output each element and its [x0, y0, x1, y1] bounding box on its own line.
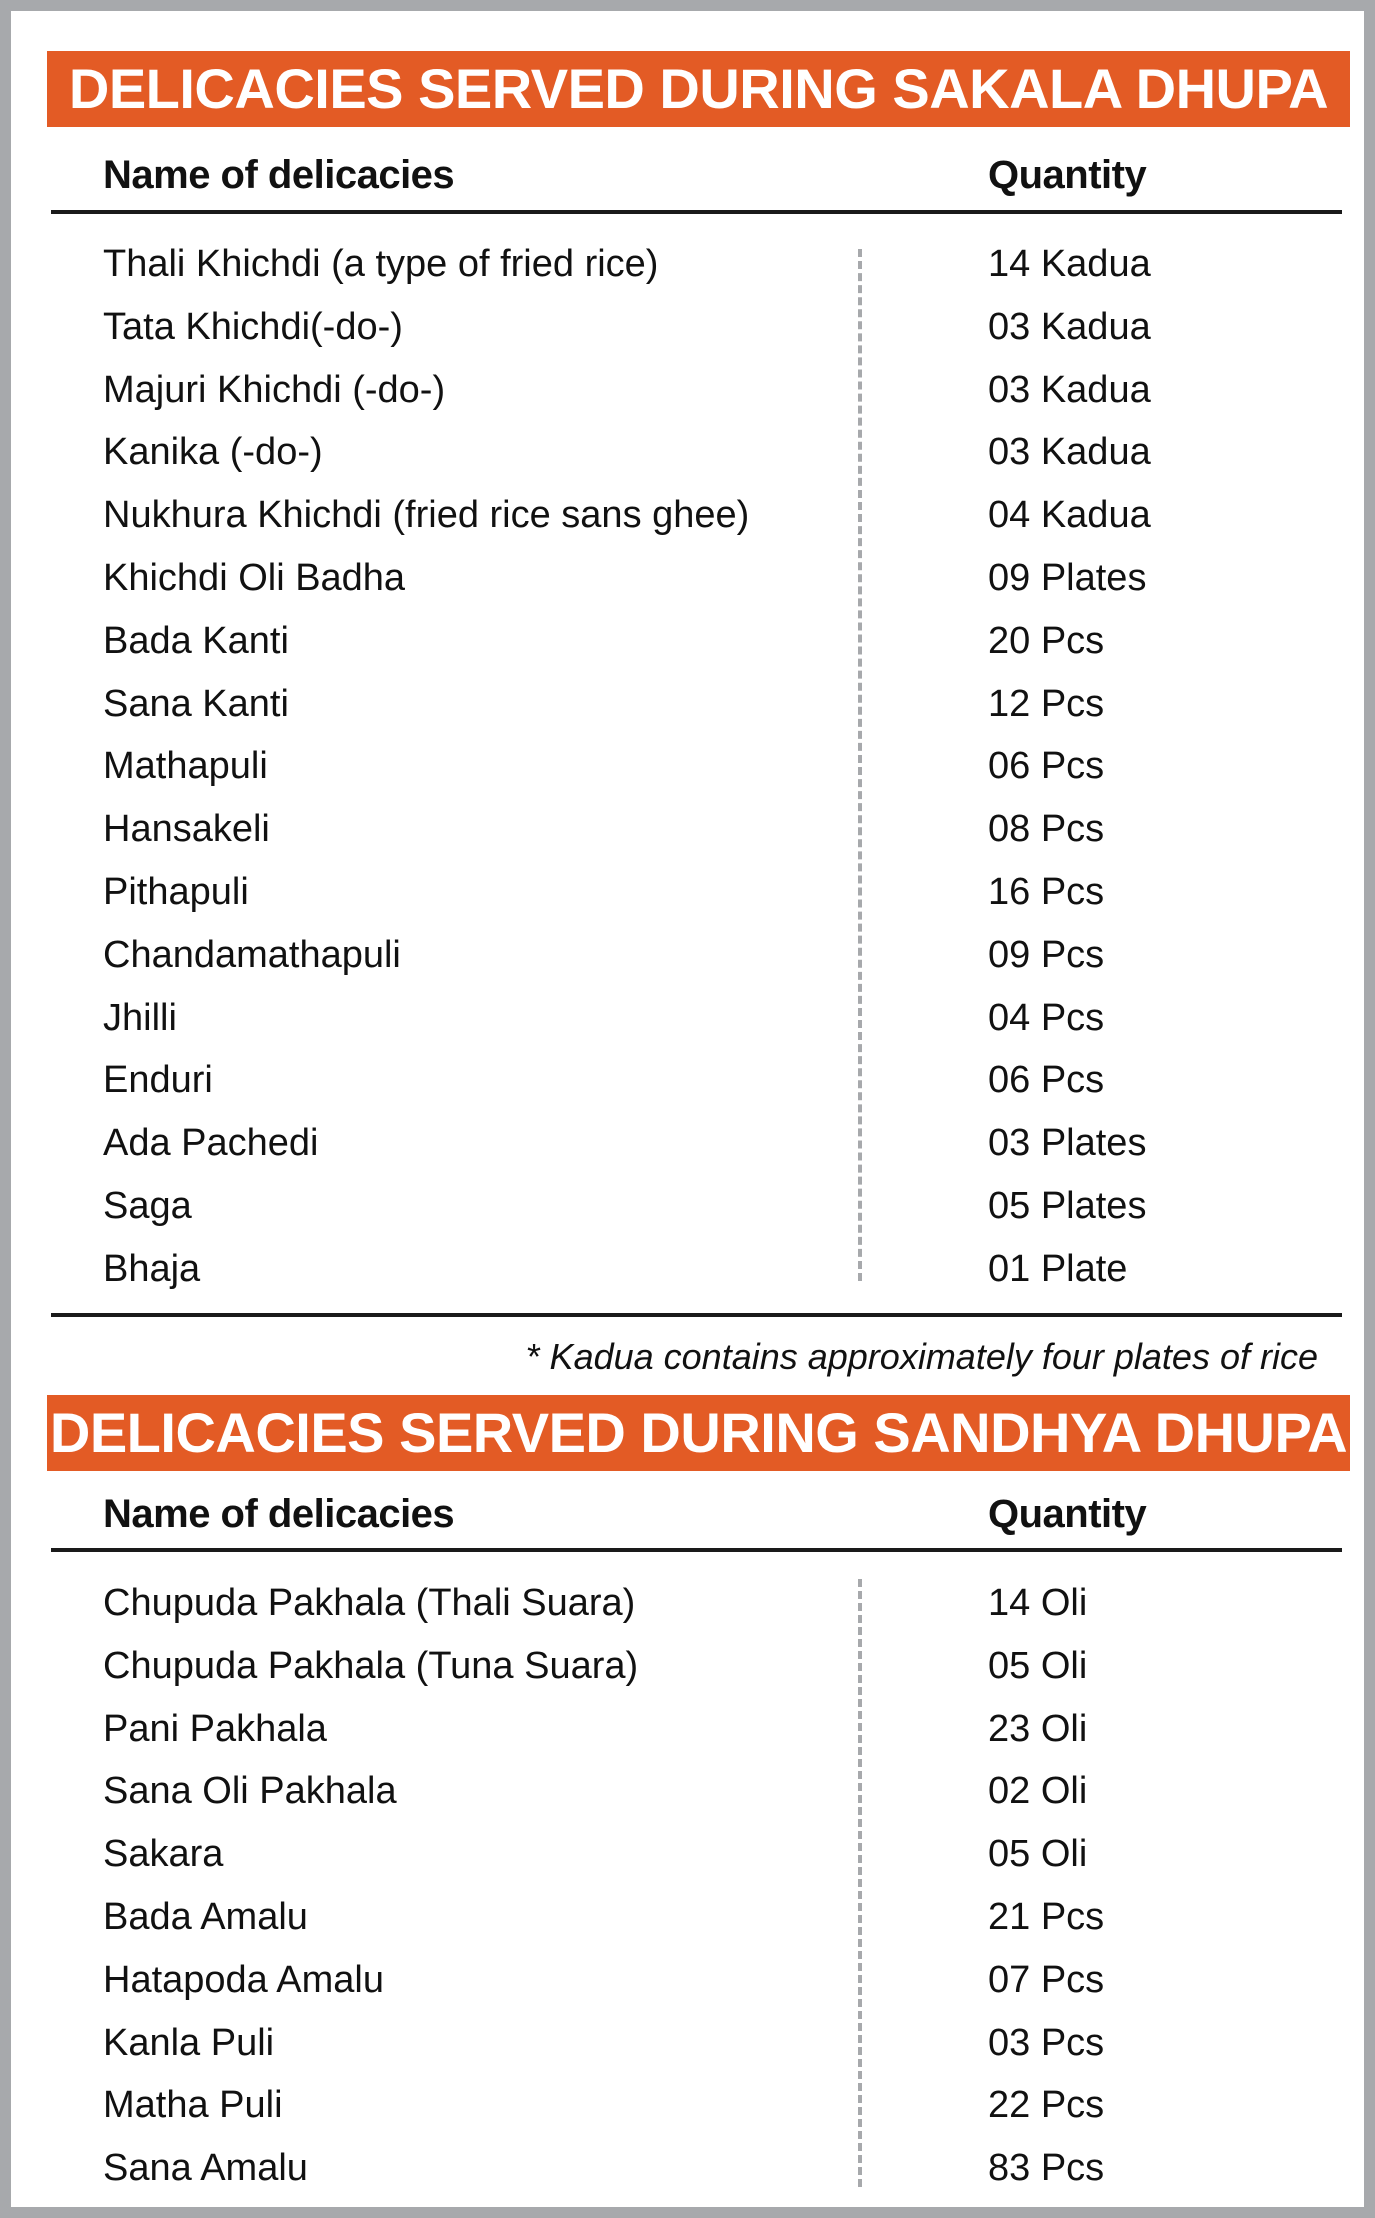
delicacy-quantity: 03 Kadua [988, 431, 1151, 474]
delicacy-quantity: 21 Pcs [988, 1895, 1105, 1938]
table-row [11, 1238, 1375, 1301]
delicacy-name: Sana Amalu [103, 2147, 308, 2190]
delicacy-name: Sana Kanti [103, 682, 289, 725]
table-row [11, 1698, 1375, 1761]
header-rule [51, 210, 1342, 214]
delicacy-quantity: 83 Pcs [988, 2147, 1105, 2190]
delicacy-name: Hansakeli [103, 808, 270, 851]
column-header-quantity: Quantity [988, 1492, 1147, 1536]
table-row [11, 1886, 1375, 1949]
delicacy-name: Hatapoda Amalu [103, 1958, 384, 2001]
delicacy-quantity: 14 Oli [988, 1582, 1088, 1624]
footnote: * Kadua contains approximately four plates of rice [525, 1336, 1318, 1377]
delicacy-quantity: 09 Plates [988, 556, 1147, 599]
column-header-quantity: Quantity [988, 153, 1147, 197]
delicacy-quantity: 05 Plates [988, 1184, 1147, 1227]
table-row [11, 987, 1375, 1050]
section-end-rule [51, 1313, 1342, 1317]
delicacy-name: Majuri Khichdi (-do-) [103, 368, 446, 411]
column-header-name: Name of delicacies [103, 153, 455, 197]
section-title-sandhya: DELICACIES SERVED DURING SANDHYA DHUPA [47, 1395, 1350, 1471]
table-row [11, 296, 1375, 359]
delicacy-name: Bada Kanti [103, 619, 289, 662]
delicacy-name: Chandamathapuli [103, 933, 401, 976]
section-title-sakala: DELICACIES SERVED DURING SAKALA DHUPA [47, 51, 1350, 127]
table-row [11, 1572, 1375, 1635]
delicacy-name: Matha Puli [103, 2084, 283, 2127]
delicacy-name: Chupuda Pakhala (Tuna Suara) [103, 1644, 639, 1687]
delicacy-quantity: 07 Pcs [988, 1958, 1105, 2001]
delicacy-quantity: 23 Oli [988, 1707, 1088, 1750]
delicacy-name: Sana Oli Pakhala [103, 1770, 397, 1813]
delicacy-name: Tata Khichdi(-do-) [103, 305, 403, 348]
table-row [11, 359, 1375, 422]
delicacy-quantity: 09 Pcs [988, 933, 1105, 976]
delicacy-quantity: 03 Pcs [988, 2021, 1105, 2064]
table-row [11, 673, 1375, 736]
delicacy-quantity: 03 Kadua [988, 368, 1151, 411]
delicacy-quantity: 03 Kadua [988, 305, 1151, 348]
delicacy-name: Nukhura Khichdi (fried rice sans ghee) [103, 494, 750, 537]
delicacy-quantity: 05 Oli [988, 1833, 1088, 1876]
delicacy-quantity: 01 Plate [988, 1247, 1128, 1290]
table-row [11, 924, 1375, 987]
delicacy-quantity: 22 Pcs [988, 2084, 1105, 2127]
delicacy-quantity: 03 Plates [988, 1122, 1147, 1165]
table-row [11, 1823, 1375, 1886]
table-row [11, 798, 1375, 861]
delicacy-name: Pani Pakhala [103, 1707, 327, 1750]
delicacy-quantity: 20 Pcs [988, 619, 1105, 662]
header-rule [51, 1548, 1342, 1552]
table-row [11, 233, 1375, 296]
table-row [11, 1112, 1375, 1175]
delicacy-name: Kanika (-do-) [103, 431, 323, 474]
table-row [11, 1049, 1375, 1112]
column-header-name: Name of delicacies [103, 1492, 455, 1536]
delicacy-name: Khichdi Oli Badha [103, 556, 406, 599]
delicacy-quantity: 16 Pcs [988, 870, 1105, 913]
delicacy-name: Jhilli [103, 996, 177, 1039]
delicacy-name: Enduri [103, 1059, 213, 1102]
delicacy-quantity: 14 Kadua [988, 243, 1151, 285]
table-row [11, 735, 1375, 798]
table-row [11, 2012, 1375, 2075]
delicacy-name: Mathapuli [103, 745, 268, 788]
table-row [11, 610, 1375, 673]
table-row [11, 2137, 1375, 2200]
table-row [11, 1760, 1375, 1823]
delicacy-name: Ada Pachedi [103, 1122, 319, 1165]
delicacy-name: Saga [103, 1184, 192, 1227]
delicacy-name: Sakara [103, 1833, 224, 1876]
delicacy-quantity: 06 Pcs [988, 1059, 1105, 1102]
delicacy-name: Kanla Puli [103, 2021, 275, 2064]
table-row [11, 1635, 1375, 1698]
table-row [11, 861, 1375, 924]
delicacy-quantity: 08 Pcs [988, 808, 1105, 851]
delicacy-name: Pithapuli [103, 870, 249, 913]
sakala-rows [11, 233, 1375, 1301]
table-row [11, 421, 1375, 484]
delicacy-quantity: 02 Oli [988, 1770, 1088, 1813]
delicacy-name: Bhaja [103, 1247, 201, 1290]
delicacy-name: Chupuda Pakhala (Thali Suara) [103, 1582, 636, 1624]
delicacy-name: Bada Amalu [103, 1895, 308, 1938]
table-row [11, 484, 1375, 547]
table-row [11, 2074, 1375, 2137]
delicacy-name: Thali Khichdi (a type of fried rice) [103, 243, 659, 285]
delicacy-quantity: 04 Pcs [988, 996, 1105, 1039]
delicacy-quantity: 12 Pcs [988, 682, 1105, 725]
table-row [11, 1175, 1375, 1238]
delicacy-quantity: 06 Pcs [988, 745, 1105, 788]
sandhya-rows [11, 1572, 1375, 2200]
table-row [11, 547, 1375, 610]
delicacy-quantity: 05 Oli [988, 1644, 1088, 1687]
delicacy-quantity: 04 Kadua [988, 494, 1151, 537]
table-row [11, 1949, 1375, 2012]
